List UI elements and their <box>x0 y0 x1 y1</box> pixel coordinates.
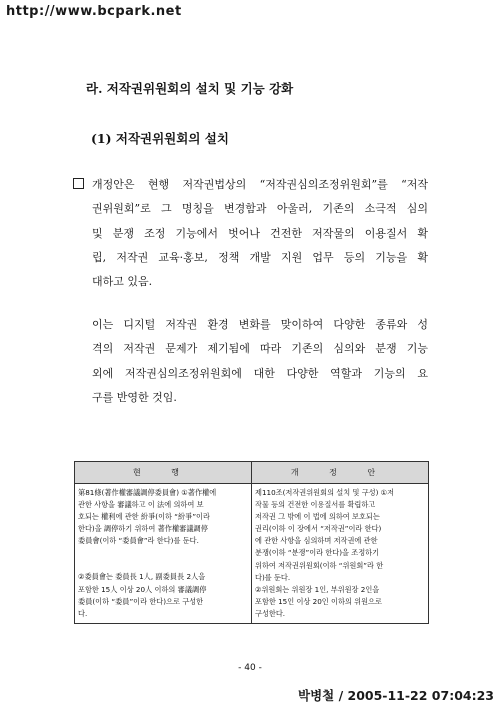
cell-line: 분쟁(이하 “분쟁”이라 한다)을 조정하기 <box>255 548 380 558</box>
cell-line: 委員會(이하 “委員會”라 한다)를 둔다. <box>78 536 199 546</box>
cell-line: 작물 등의 건전한 이용질서를 확립하고 <box>255 500 376 510</box>
cell-line: 다)를 둔다. <box>255 572 291 582</box>
subsection-title: (1) 저작권위원회의 설치 <box>91 131 229 146</box>
cell-spacer <box>78 547 248 571</box>
header-current: 현 행 <box>75 462 252 484</box>
paragraph-line: 개정안은 현행 저작권법상의 “저작권심의조정위원회”를 “저작 <box>92 178 428 191</box>
paragraph-line: 권위원회”로 그 명칭을 변경함과 아울러, 기존의 소극적 심의 <box>92 202 428 216</box>
watermark-url: http://www.bcpark.net <box>6 4 182 19</box>
paragraph-line: 및 분쟁 조정 기능에서 벗어나 건전한 저작물의 이용질서 확 <box>92 226 428 240</box>
cell-line: 委員(이하 “委員”이라 한다)으로 구성한 <box>78 596 204 606</box>
paragraph-intro <box>92 173 428 294</box>
cell-line: 호되는 權利에 관한 紛爭(이하 “紛爭”이라 <box>78 512 210 522</box>
table-row <box>75 484 429 624</box>
current-law-cell <box>75 484 252 624</box>
cell-line: ②위원회는 위원장 1인, 부위원장 2인을 <box>255 584 380 594</box>
cell-line: 저작권 그 밖에 이 법에 의하여 보호되는 <box>255 512 380 522</box>
cell-line: 위하여 저작권위원회(이하 “위원회”라 한 <box>255 560 384 570</box>
paragraph-line: 구를 반영한 것임. <box>92 390 177 404</box>
cell-line: ②委員會는 委員長 1人, 副委員長 2人을 <box>78 572 206 582</box>
paragraph-line: 격의 저작권 문제가 제기됨에 따라 기존의 심의와 분쟁 기능 <box>92 342 428 356</box>
cell-line: 권리(이하 이 장에서 “저작권”이라 한다) <box>255 524 382 534</box>
cell-line: 구성한다. <box>255 608 286 618</box>
cell-line: 포함한 15인 이상 20인 이하의 위원으로 <box>255 596 382 606</box>
paragraph-line: 대하고 있음. <box>92 275 153 289</box>
table-header-row <box>75 462 429 484</box>
cell-line: 포함한 15人 이상 20人 이하의 審議調停 <box>78 584 207 594</box>
paragraph-line: 립, 저작권 교육·홍보, 정책 개발 지원 업무 등의 기능을 확 <box>92 250 428 264</box>
comparison-table <box>74 461 429 624</box>
cell-line: 한다)을 調停하기 위하여 著作權審議調停 <box>78 524 208 534</box>
checkbox-bullet-icon <box>73 178 84 189</box>
paragraph-line: 이는 디지털 저작권 환경 변화를 맞이하여 다양한 종류와 성 <box>92 318 428 331</box>
paragraph-reason <box>92 313 428 410</box>
watermark-author-timestamp: 박병철 / 2005-11-22 07:04:23 <box>298 688 494 703</box>
cell-line: 제110조(저작권위원회의 설치 및 구성) ①저 <box>255 488 395 497</box>
cell-line: 관한 사항을 審議하고 이 法에 의하여 보 <box>78 500 204 510</box>
cell-line: 에 관한 사항을 심의하며 저작권에 관한 <box>255 536 378 546</box>
cell-line: 第81條(著作權審議調停委員會) ①著作權에 <box>78 488 217 497</box>
paragraph-line: 외에 저작권심의조정위원회에 대한 다양한 역할과 기능의 요 <box>92 366 428 380</box>
cell-line: 다. <box>78 608 88 618</box>
header-proposed: 개 정 안 <box>252 462 429 484</box>
section-title: 라. 저작권위원회의 설치 및 기능 강화 <box>86 81 294 96</box>
proposed-law-cell <box>252 484 429 624</box>
page-number: - 40 - <box>238 663 262 673</box>
